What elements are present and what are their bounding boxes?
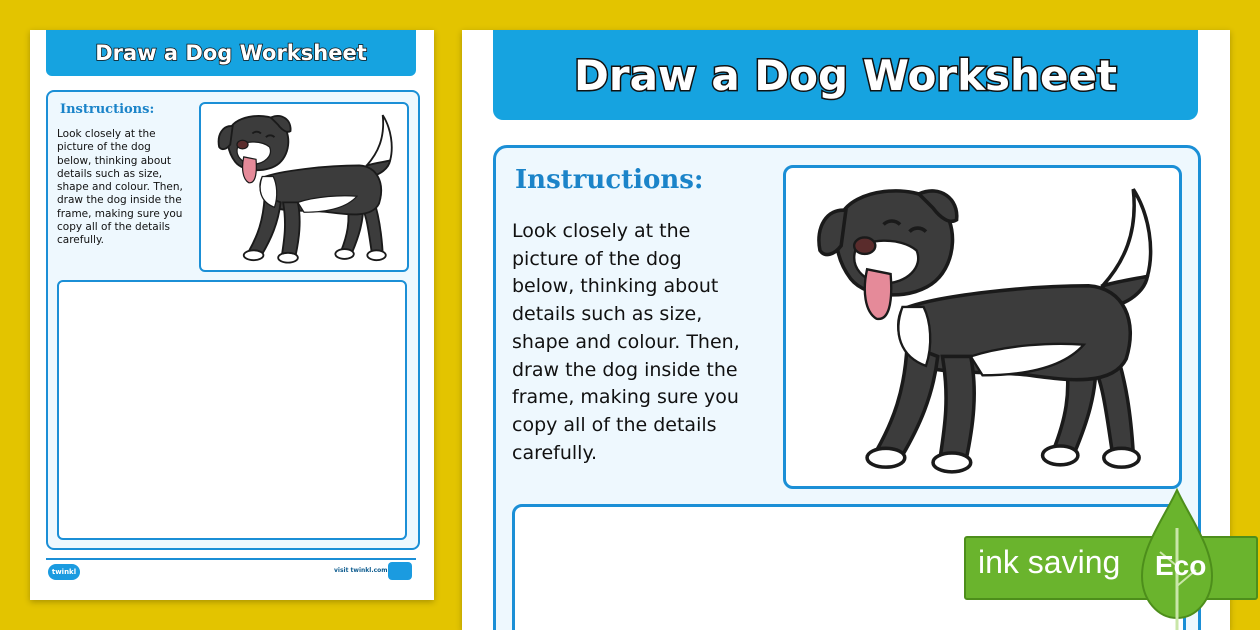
instructions-line: details such as size, xyxy=(512,303,703,326)
instructions-line: carefully. xyxy=(512,441,598,464)
dog-picture-frame-large xyxy=(783,165,1182,489)
instructions-line: copy all of the details xyxy=(57,221,171,234)
instructions-line: Look closely at the xyxy=(512,220,691,242)
instructions-line: picture of the dog xyxy=(57,141,151,154)
instructions-line: frame, making sure you xyxy=(512,386,739,409)
title-bar xyxy=(46,30,416,76)
eco-badge xyxy=(964,488,1260,630)
dog-picture-frame xyxy=(199,102,409,272)
page-title: Draw a Dog Worksheet xyxy=(95,41,367,65)
instructions-line: below, thinking about xyxy=(512,275,719,298)
instructions-line: carefully. xyxy=(57,234,104,247)
eco-label: Eco xyxy=(1155,550,1207,581)
twinkl-logo: twinkl xyxy=(48,564,80,580)
dog-illustration xyxy=(201,104,407,270)
instructions-line: shape and colour. Then, xyxy=(57,181,183,194)
instructions-heading-large: Instructions: xyxy=(515,165,704,195)
instructions-heading: Instructions: xyxy=(60,102,155,117)
footer-url: visit twinkl.com xyxy=(334,567,388,574)
ink-saving-label: ink saving xyxy=(978,544,1121,580)
instructions-text xyxy=(57,128,189,248)
instructions-line: shape and colour. Then, xyxy=(512,330,740,353)
instructions-line: details such as size, xyxy=(57,167,163,180)
page-title-large: Draw a Dog Worksheet xyxy=(574,50,1117,100)
instructions-line: copy all of the details xyxy=(512,413,717,436)
drawing-frame[interactable] xyxy=(57,280,407,540)
instructions-line: Look closely at the xyxy=(57,128,156,140)
instructions-line: picture of the dog xyxy=(512,247,682,270)
worksheet-panel xyxy=(46,90,420,550)
title-bar-large xyxy=(493,30,1198,120)
instructions-line: frame, making sure you xyxy=(57,207,183,220)
instructions-line: draw the dog inside the xyxy=(512,358,738,381)
twinkl-badge-icon xyxy=(388,562,412,580)
instructions-text-large xyxy=(512,218,768,467)
instructions-line: draw the dog inside the xyxy=(57,194,182,207)
dog-illustration-large xyxy=(786,168,1179,486)
instructions-line: below, thinking about xyxy=(57,154,172,167)
worksheet-thumbnail xyxy=(30,30,434,600)
footer-divider xyxy=(46,558,416,560)
